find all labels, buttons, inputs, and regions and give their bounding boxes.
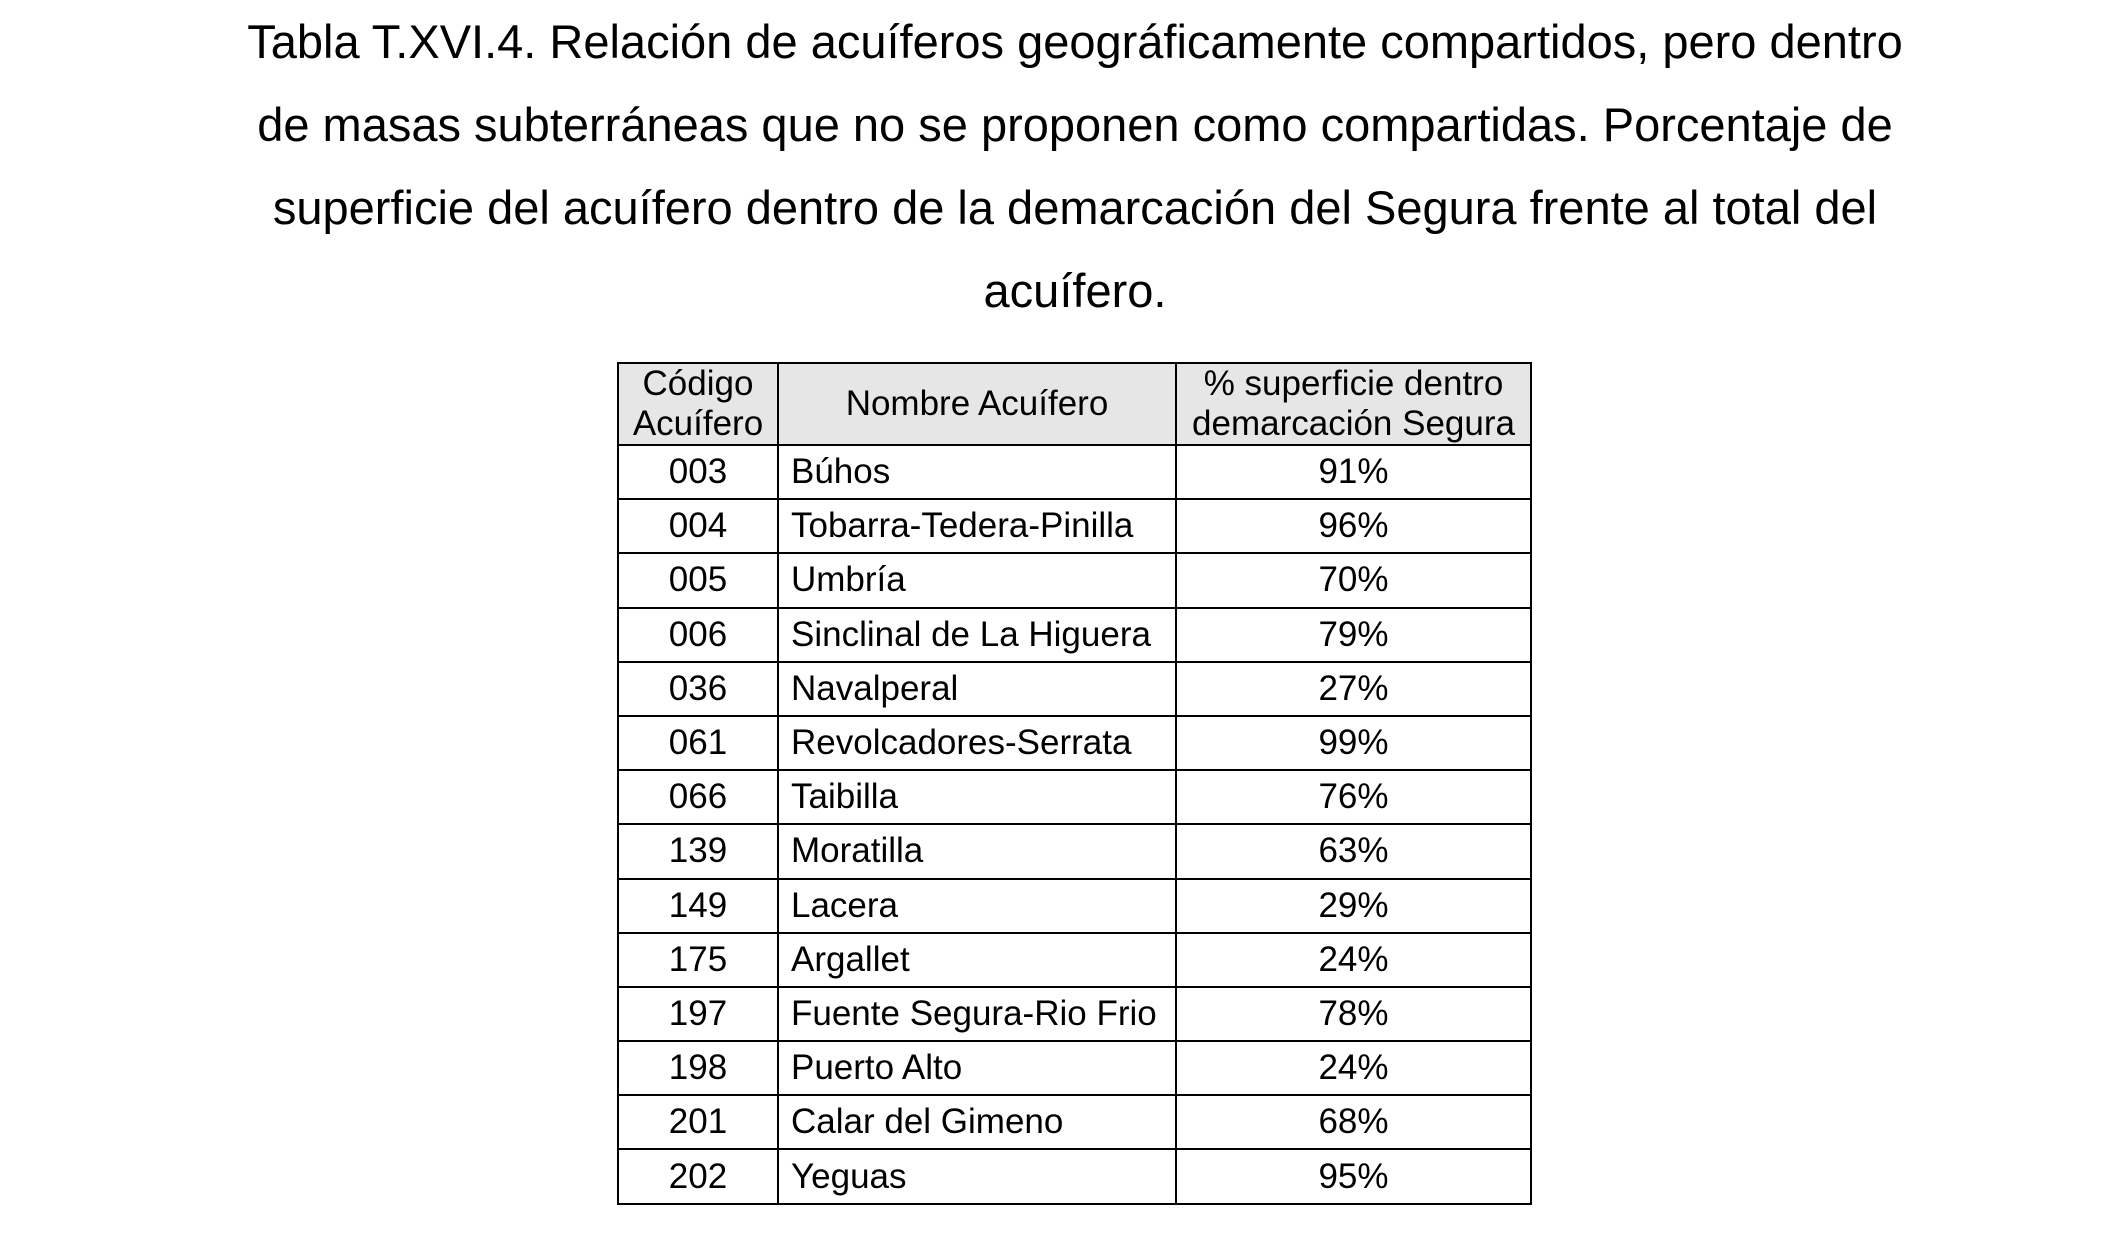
header-percentage [1176, 363, 1531, 445]
header-code-line: Código [642, 364, 754, 403]
table-row [618, 716, 1531, 770]
cell-percentage: 78% [1176, 987, 1531, 1041]
header-percentage-line: % superficie dentro [1203, 364, 1504, 403]
cell-code: 004 [618, 499, 778, 553]
cell-name: Búhos [778, 445, 1176, 499]
cell-name: Lacera [778, 879, 1176, 933]
cell-percentage: 79% [1176, 608, 1531, 662]
table-row [618, 987, 1531, 1041]
cell-percentage: 91% [1176, 445, 1531, 499]
cell-name: Calar del Gimeno [778, 1095, 1176, 1149]
cell-name: Yeguas [778, 1149, 1176, 1203]
table-row [618, 933, 1531, 987]
cell-percentage: 70% [1176, 553, 1531, 607]
cell-name: Moratilla [778, 824, 1176, 878]
table-row [618, 770, 1531, 824]
cell-code: 061 [618, 716, 778, 770]
header-name: Nombre Acuífero [778, 363, 1176, 445]
cell-code: 149 [618, 879, 778, 933]
cell-code: 036 [618, 662, 778, 716]
cell-name: Umbría [778, 553, 1176, 607]
cell-percentage: 63% [1176, 824, 1531, 878]
caption-line: superficie del acuífero dentro de la demarcación del Segura frente al total del [272, 181, 1878, 234]
cell-code: 006 [618, 608, 778, 662]
cell-percentage: 24% [1176, 1041, 1531, 1095]
header-row [618, 363, 1531, 445]
cell-percentage: 29% [1176, 879, 1531, 933]
cell-percentage: 96% [1176, 499, 1531, 553]
cell-name: Sinclinal de La Higuera [778, 608, 1176, 662]
cell-percentage: 24% [1176, 933, 1531, 987]
cell-percentage: 95% [1176, 1149, 1531, 1203]
cell-name: Fuente Segura-Rio Frio [778, 987, 1176, 1041]
cell-percentage: 99% [1176, 716, 1531, 770]
table-row [618, 445, 1531, 499]
cell-code: 066 [618, 770, 778, 824]
caption-line: de masas subterráneas que no se proponen como compartidas. Porcentaje de [257, 98, 1893, 151]
table-row [618, 824, 1531, 878]
cell-name: Puerto Alto [778, 1041, 1176, 1095]
cell-percentage: 27% [1176, 662, 1531, 716]
cell-name: Taibilla [778, 770, 1176, 824]
header-code-line: Acuífero [632, 404, 764, 443]
aquifers-table [617, 362, 1532, 1205]
cell-name: Navalperal [778, 662, 1176, 716]
table-row [618, 553, 1531, 607]
cell-percentage: 76% [1176, 770, 1531, 824]
cell-name: Revolcadores-Serrata [778, 716, 1176, 770]
cell-name: Argallet [778, 933, 1176, 987]
table-body [618, 445, 1531, 1204]
table-row [618, 662, 1531, 716]
table-row [618, 879, 1531, 933]
cell-code: 202 [618, 1149, 778, 1203]
cell-name: Tobarra-Tedera-Pinilla [778, 499, 1176, 553]
caption-line: acuífero. [983, 264, 1167, 317]
cell-code: 005 [618, 553, 778, 607]
cell-code: 175 [618, 933, 778, 987]
caption-line: Tabla T.XVI.4. Relación de acuíferos geográficamente compartidos, pero dentro [247, 15, 1903, 68]
table-row [618, 1149, 1531, 1203]
table-row [618, 1041, 1531, 1095]
table-row [618, 1095, 1531, 1149]
cell-code: 003 [618, 445, 778, 499]
header-percentage-line: demarcación Segura [1192, 404, 1515, 443]
cell-code: 198 [618, 1041, 778, 1095]
table-caption [200, 0, 1950, 332]
cell-code: 139 [618, 824, 778, 878]
table-row [618, 608, 1531, 662]
header-code [618, 363, 778, 445]
cell-code: 201 [618, 1095, 778, 1149]
cell-code: 197 [618, 987, 778, 1041]
table-header [618, 363, 1531, 445]
table-row [618, 499, 1531, 553]
cell-percentage: 68% [1176, 1095, 1531, 1149]
